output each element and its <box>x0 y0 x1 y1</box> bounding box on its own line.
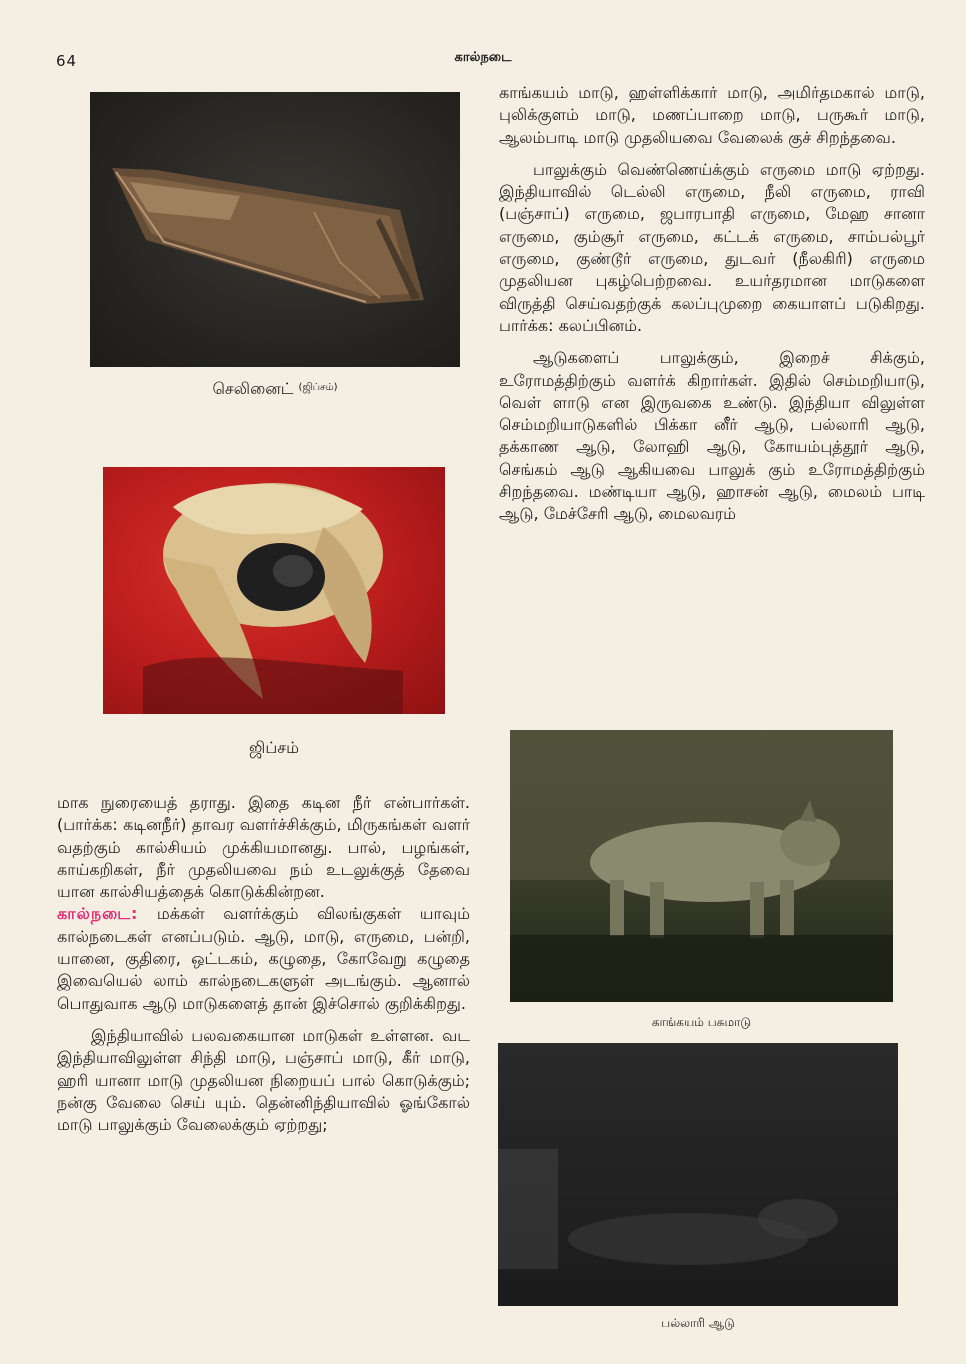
kangayam-cow-photo <box>510 730 893 1002</box>
paragraph-sheep: ஆடுகளைப் பாலுக்கும், இறைச் சிக்கும், உரோமத்திற்கும் வளர்க் கிறார்கள். இதில் செம்மறியாடு, வெள் ளாடு என இருவகை உண்டு. இந்தியா விலுள்ள செம்மறியாடுகளில் பிக்கா னீர் ஆடு, பல்லாரி ஆடு, தக்காண ஆடு, லோஹி ஆடு, கோயம்புத்தூர் ஆடு, செங்கம் ஆடு ஆகியவை பாலுக் கும் உரோமத்திற்கும் சிறந்தவை. மண்டியா ஆடு, ஹாசன் ஆடு, மைலம் பாடி ஆடு, மேச்சேரி ஆடு, மைலவரம் <box>499 348 925 524</box>
paragraph-livestock-body: மக்கள் வளர்க்கும் விலங்குகள் யாவும் கால்நடைகள் எனப்படும். ஆடு, மாடு, எருமை, பன்றி, யானை, குதிரை, ஒட்டகம், கழுதை, கோவேறு கழுதை இவையெல் லாம் கால்நடைகளுள் அடங்கும். ஆனால் பொதுவாக ஆடு மாடுகளைத் தான் இச்சொல் குறிக்கிறது. <box>57 904 470 1013</box>
selenite-caption-sub: (ஜிப்சம்) <box>298 382 338 393</box>
bellary-sheep-caption: பல்லாரி ஆடு <box>661 1316 735 1330</box>
gypsum-photo <box>103 467 445 714</box>
selenite-photo <box>90 92 460 367</box>
running-title: கால்நடை <box>454 50 512 65</box>
paragraph-work-cattle: காங்கயம் மாடு, ஹள்ளிக்கார் மாடு, அமிர்தமகால் மாடு, புலிக்குளம் மாடு, மணப்பாறை மாடு, பருகூர் மாடு, ஆலம்பாடி மாடு முதலியவை வேலைக் குச் சிறந்தவை. <box>499 83 925 147</box>
paragraph-buffalo: பாலுக்கும் வெண்ணெய்க்கும் எருமை மாடு ஏற்றது. இந்தியாவில் டெல்லி எருமை, நீலி எருமை, ராவி (பஞ்சாப்) எருமை, ஜபாரபாதி எருமை, மேஹ சானா எருமை, கும்சூர் எருமை, கட்டக் எருமை, சாம்பல்பூர் எருமை, குண்டூர் எருமை, துடவர் (நீலகிரி) எருமை முதலியன புகழ்பெற்றவை. உயர்தரமான மாடுகளை விருத்தி செய்வதற்குக் கலப்புமுறை கையாளப் படுகிறது. பார்க்க: கலப்பினம். <box>499 159 925 335</box>
term-livestock: கால்நடை: <box>57 904 139 924</box>
left-column-text <box>57 792 470 1136</box>
selenite-caption-main: செலினைட் <box>212 379 294 398</box>
paragraph-cattle-breeds: இந்தியாவில் பலவகையான மாடுகள் உள்ளன. வட இந்தியாவிலுள்ள சிந்தி மாடு, பஞ்சாப் மாடு, கீர் மாடு, ஹரி யானா மாடு முதலியன நிறையப் பால் கொடுக்கும்; நன்கு வேலை செய் யும். தென்னிந்தியாவில் ஓங்கோல் மாடு பாலுக்கும் வேலைக்கும் ஏற்றது; <box>57 1025 470 1135</box>
kangayam-cow-caption: காங்கயம் பசுமாடு <box>651 1015 752 1029</box>
bellary-sheep-image <box>498 1043 898 1306</box>
bellary-sheep-photo <box>498 1043 898 1306</box>
right-column-text <box>499 82 925 526</box>
paragraph-livestock <box>57 903 470 1014</box>
kangayam-cow-image <box>510 730 893 1002</box>
paragraph-calcium: மாக நுரையைத் தராது. இதை கடின நீர் என்பார்கள். (பார்க்க: கடினநீர்) தாவர வளர்ச்சிக்கும், மிருகங்கள் வளர் வதற்கும் கால்சியம் முக்கியமானது. பால், பழங்கள், காய்கறிகள், நீர் முதலியவை நம் உடலுக்குத் தேவை யான கால்சியத்தைக் கொடுக்கின்றன. <box>57 793 470 902</box>
gypsum-caption: ஜிப்சம் <box>249 738 299 757</box>
gypsum-rose-image <box>103 467 445 714</box>
selenite-crystal-image <box>90 92 460 367</box>
selenite-caption <box>90 379 460 400</box>
page-number: 64 <box>56 52 78 70</box>
